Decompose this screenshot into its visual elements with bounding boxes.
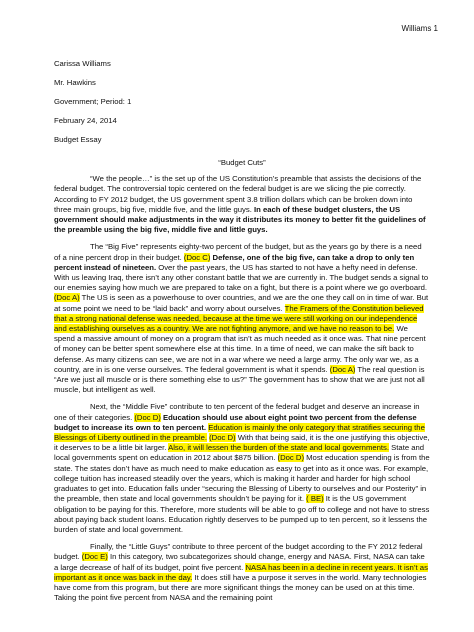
paragraph-text: The “Big Five” represents eighty-two percent of the budget, but as the years go by there is a need of a nine percent drop in their budget. (54, 242, 422, 262)
document-body (54, 59, 430, 610)
essay-paragraphs (54, 174, 430, 603)
highlighted-text: (Doc E) (81, 552, 108, 562)
page-header: Williams 1 (401, 24, 438, 33)
paragraph-text: The real question is “Are we just all muscle or is there something else to us?” The government has to show that we are just not all muscle, but intelligent as well. (54, 364, 425, 395)
author-name: Carissa Williams (54, 59, 111, 68)
paragraph-text: The US is seen as a powerhouse to over countries, and we are the one they call on in time of war. But at some point we need to be “laid back” and worry about ourselves. (54, 293, 429, 313)
essay-paragraph (54, 242, 430, 395)
paragraph-text: In this category, two subcategorizes should change, energy and NASA. First, NASA can take a large decrease of half of its budget, point five percent. (54, 552, 425, 572)
course-line: Government; Period: 1 (54, 97, 132, 106)
bold-text: Defense, one of the big five, can take a drop to only ten percent instead of nineteen. (54, 252, 415, 272)
bold-text: In each of these budget clusters, the US government should make adjustments in the way it distributes its money to better fit the guidelines of the preamble using the big five, middle five and little guys. (54, 204, 426, 235)
bold-text: Education should use about eight point two percent from the defense budget to increase its own to ten percent. (54, 412, 417, 432)
highlighted-text: The Framers of the Constitution believed that a strong national defense was needed, because at the time we were still working on our independence and establishing ourselves as a country. We are not fighting anymore, and we have no reason to be. (54, 303, 424, 334)
highlighted-text: (Doc D) (209, 433, 236, 443)
highlighted-text: Also, it will lessen the burden of the state and local governments. (168, 443, 390, 453)
paragraph-text: Most education spending is from the state. The states don’t have as much need to make education as easy to get into as it once was. For example, college tuition has increased steadily over the years, which is making it harder and harder for high school graduates to get into. Education falls under “securing the Blessing of Liberty to ourselves and our Posterity” in the preamble, then state and local governments shouldn’t be paying for it. (54, 453, 430, 504)
assignment-line: Budget Essay (54, 135, 102, 144)
highlighted-text: NASA has been in a decline in recent years. It isn’t as important as it once was back in the day. (54, 562, 428, 582)
paragraph-text: Finally, the “Little Guys” contribute to three percent of the budget according to the FY 2012 federal budget. (54, 542, 423, 562)
teacher-name: Mr. Hawkins (54, 78, 96, 87)
paragraph-text: With that being said, it is the one justifying this objective, it deserves to be a little bit larger. (54, 433, 430, 453)
paragraph-text: It is the US government obligation to be paying for this. Therefore, more students will be able to go off to college and not have to stress about paying back student loans. Education rightly deserves to be pumped up to ten percent, so it lessens the burden of state and local government. (54, 494, 430, 534)
highlighted-text: ( BE) (306, 494, 324, 504)
essay-paragraph (54, 542, 430, 603)
paragraph-text: We spend a massive amount of money on a program that isn’t as much needed as it once was. That nine percent of money can be better spent somewhere else at this time. In a time of need, we can make the sift back to defense. As many citizens can see, we are not in a war where we need a large army. The only war we, as a country, are in is one verse ourselves. The federal government is what it spends. (54, 324, 426, 374)
essay-paragraph (54, 402, 430, 535)
highlighted-text: (Doc D) (134, 412, 161, 422)
paragraph-text: Next, the “Middle Five” contribute to ten percent of the federal budget and deserve an increase in one of their categories. (54, 402, 420, 422)
paragraph-text: State and local governments spent on education in 2012 about $875 billion. (54, 443, 425, 463)
essay-title: “Budget Cuts” (218, 158, 266, 167)
highlighted-text: Education is mainly the only category that stratifies securing the Blessings of Liberty outlined in the preamble. (54, 422, 425, 443)
essay-paragraph (54, 174, 430, 235)
highlighted-text: (Doc D) (277, 453, 305, 463)
paragraph-text: It does still have a purpose it serves in the world. Many technologies have come from this program, but there are more significant things the money can be used on at this time. Taking the point five percent from NASA and the remaining point (54, 572, 427, 603)
highlighted-text: (Doc C) (183, 252, 211, 262)
highlighted-text: (Doc A) (54, 293, 80, 303)
heading-block (54, 59, 430, 154)
date-line: February 24, 2014 (54, 116, 117, 125)
highlighted-text: (Doc A) (329, 364, 356, 374)
paragraph-text: “We the people…” is the set up of the US Constitution’s preamble that assists the decisions of the federal budget. The controversial topic centered on the federal budget is are we slicing the pie correctly. According to FY 2012 budget, the US government spent 3.8 trillion dollars which can be broken down into three main groups, big five, middle five, and the little guys. (54, 174, 422, 214)
paragraph-text: Over the past years, the US has started to not have a hefty need in defense. With us leaving Iraq, there isn’t any other constant battle that we are currently in. The budget sends a signal to our enemies saying how much we are prepared to take on a fight, but there is a point where we go overboard. (54, 262, 429, 293)
